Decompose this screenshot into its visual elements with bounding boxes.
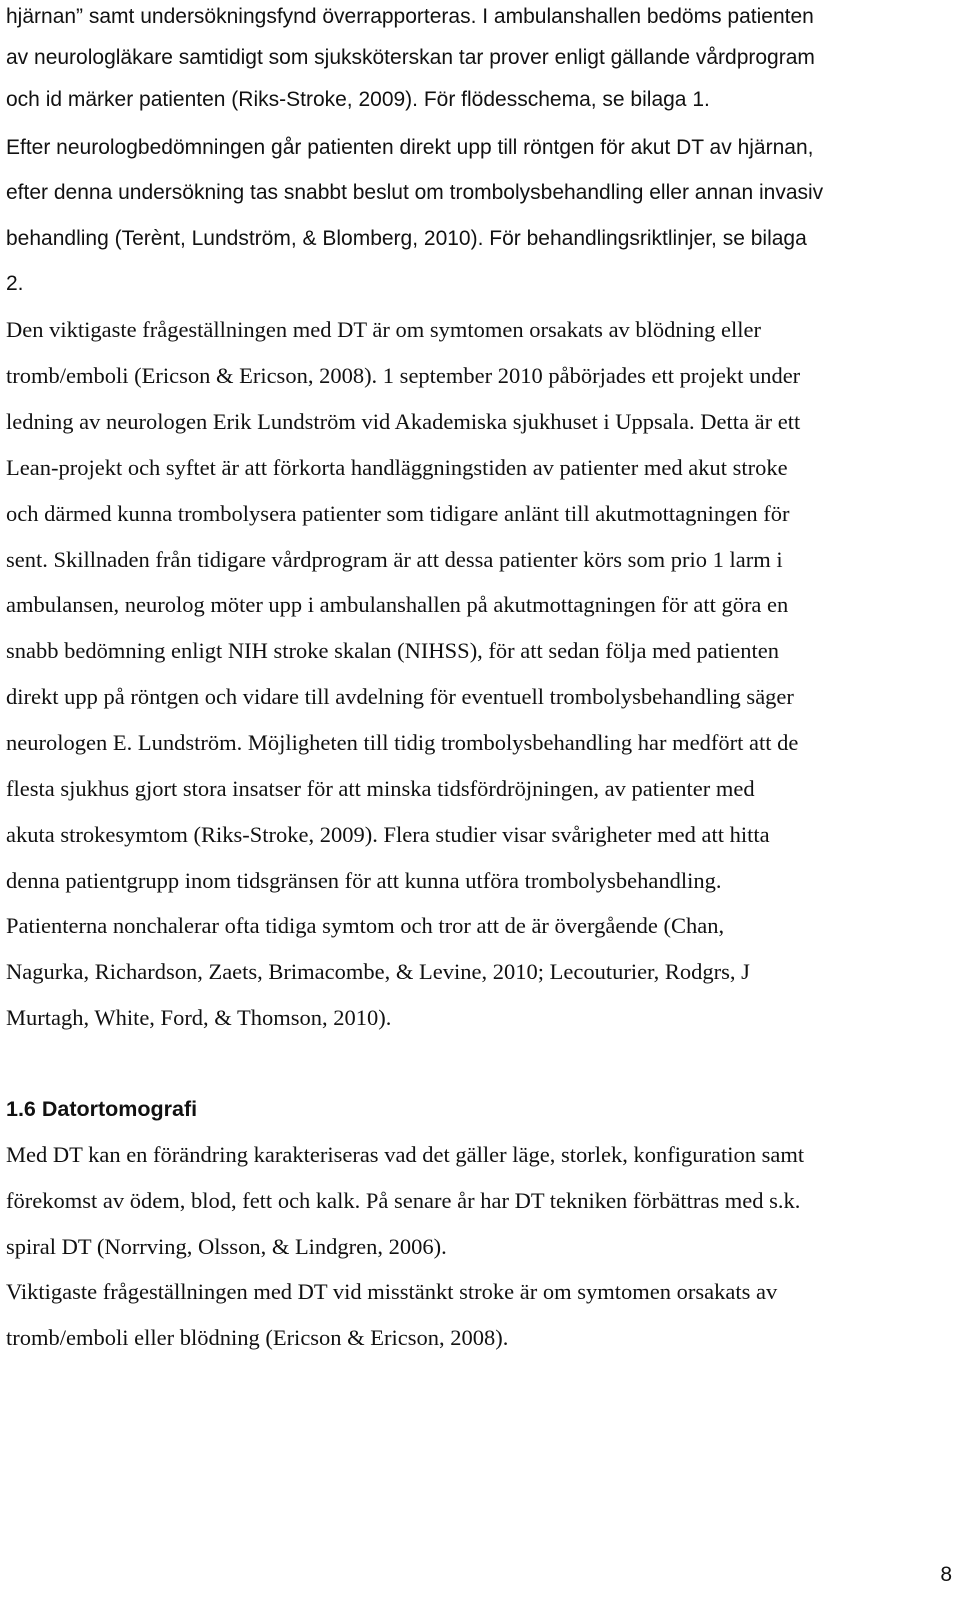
text-line: ledning av neurologen Erik Lundström vid Akademiska sjukhuset i Uppsala. Detta är ett xyxy=(6,409,801,434)
text-line: akuta strokesymtom (Riks-Stroke, 2009). Flera studier visar svårigheter med att hitta xyxy=(6,822,770,847)
text-line: Viktigaste frågeställningen med DT vid misstänkt stroke är om symtomen orsakats av xyxy=(6,1279,778,1304)
text-line: tromb/emboli (Ericson & Ericson, 2008). 1 september 2010 påbörjades ett projekt under xyxy=(6,363,801,388)
text-line: behandling (Terènt, Lundström, & Blomberg, 2010). För behandlingsriktlinjer, se bilaga xyxy=(6,227,807,250)
text-line: ambulansen, neurolog möter upp i ambulanshallen på akutmottagningen för att göra en xyxy=(6,592,789,617)
text-line: Lean-projekt och syftet är att förkorta handläggningstiden av patienter med akut stroke xyxy=(6,455,788,480)
text-line: efter denna undersökning tas snabbt beslut om trombolysbehandling eller annan invasiv xyxy=(6,181,824,204)
text-line: spiral DT (Norrving, Olsson, & Lindgren, 2006). xyxy=(6,1234,447,1259)
text-line: Med DT kan en förändring karakteriseras vad det gäller läge, storlek, konfiguration samt xyxy=(6,1142,805,1167)
text-line: direkt upp på röntgen och vidare till avdelning för eventuell trombolysbehandling säger xyxy=(6,684,794,709)
text-line: neurologen E. Lundström. Möjligheten till tidig trombolysbehandling har medfört att de xyxy=(6,730,799,755)
text-line: snabb bedömning enligt NIH stroke skalan (NIHSS), för att sedan följa med patienten xyxy=(6,638,779,663)
text-line: 2. xyxy=(6,272,24,295)
text-line: Efter neurologbedömningen går patienten direkt upp till röntgen för akut DT av hjärnan, xyxy=(6,136,814,159)
text-line: av neurologläkare samtidigt som sjuksköterskan tar prover enligt gällande vårdprogram xyxy=(6,46,815,69)
text-line: och id märker patienten (Riks-Stroke, 2009). För flödesschema, se bilaga 1. xyxy=(6,88,710,111)
text-line: Nagurka, Richardson, Zaets, Brimacombe, & Levine, 2010; Lecouturier, Rodgrs, J xyxy=(6,959,750,984)
text-line: Den viktigaste frågeställningen med DT är om symtomen orsakats av blödning eller xyxy=(6,317,762,342)
text-line: tromb/emboli eller blödning (Ericson & Ericson, 2008). xyxy=(6,1325,509,1350)
text-line: förekomst av ödem, blod, fett och kalk. På senare år har DT tekniken förbättras med s.k. xyxy=(6,1188,801,1213)
text-line: hjärnan” samt undersökningsfynd överrapporteras. I ambulanshallen bedöms patienten xyxy=(6,5,814,28)
text-line: Patienterna nonchalerar ofta tidiga symtom och tror att de är övergående (Chan, xyxy=(6,913,725,938)
text-line: denna patientgrupp inom tidsgränsen för att kunna utföra trombolysbehandling. xyxy=(6,868,722,893)
section-heading: 1.6 Datortomografi xyxy=(6,1097,198,1121)
text-line: sent. Skillnaden från tidigare vårdprogram är att dessa patienter körs som prio 1 larm i xyxy=(6,547,783,572)
text-line: Murtagh, White, Ford, & Thomson, 2010). xyxy=(6,1005,392,1030)
text-line: flesta sjukhus gjort stora insatser för att minska tidsfördröjningen, av patienter med xyxy=(6,776,755,801)
page-number: 8 xyxy=(940,1563,952,1586)
text-line: och därmed kunna trombolysera patienter som tidigare anlänt till akutmottagningen för xyxy=(6,501,790,526)
